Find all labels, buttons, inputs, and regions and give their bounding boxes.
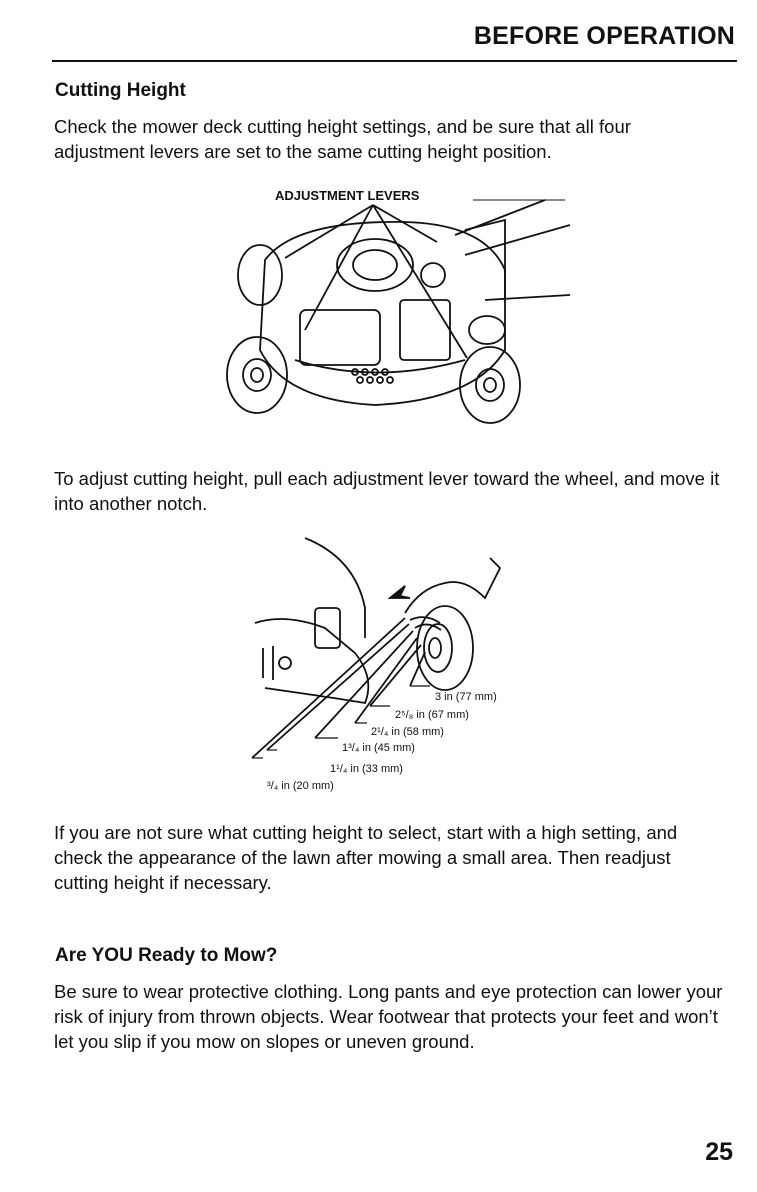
height-lever-detail-illustration — [245, 528, 545, 798]
cutting-height-heading: Cutting Height — [55, 80, 186, 101]
ready-to-mow-heading: Are YOU Ready to Mow? — [55, 945, 278, 966]
height-label-1-3-4in: 1³/₄ in (45 mm) — [342, 742, 415, 754]
adjust-instruction: To adjust cutting height, pull each adjustment lever toward the wheel, and move it into another notch. — [54, 468, 720, 514]
height-advice: If you are not sure what cutting height to select, start with a high setting, and check the appearance of the lawn after mowing a small area. Then readjust cutting height if necessary. — [54, 822, 678, 893]
mower-top-view-illustration — [205, 180, 575, 430]
page-number: 25 — [705, 1138, 733, 1166]
ready-to-mow-body: Be sure to wear protective clothing. Long pants and eye protection can lower your risk of injury from thrown objects. Wear footwear that protects your feet and won’t let you slip if you mow on slopes or uneven ground. — [54, 981, 723, 1052]
height-label-3in: 3 in (77 mm) — [435, 691, 497, 703]
height-label-1-1-4in: 1¹/₄ in (33 mm) — [330, 763, 403, 775]
height-label-2-1-4in: 2¹/₄ in (58 mm) — [371, 726, 444, 738]
height-label-3-4in: ³/₄ in (20 mm) — [267, 780, 334, 792]
section-title: BEFORE OPERATION — [473, 22, 735, 50]
height-label-2-5-8in: 2⁵/₈ in (67 mm) — [395, 709, 469, 721]
cutting-height-intro: Check the mower deck cutting height settings, and be sure that all four adjustment levers are set to the same cutting height position. — [54, 116, 631, 162]
adjustment-levers-label: ADJUSTMENT LEVERS — [275, 188, 420, 203]
header-rule — [52, 60, 737, 62]
